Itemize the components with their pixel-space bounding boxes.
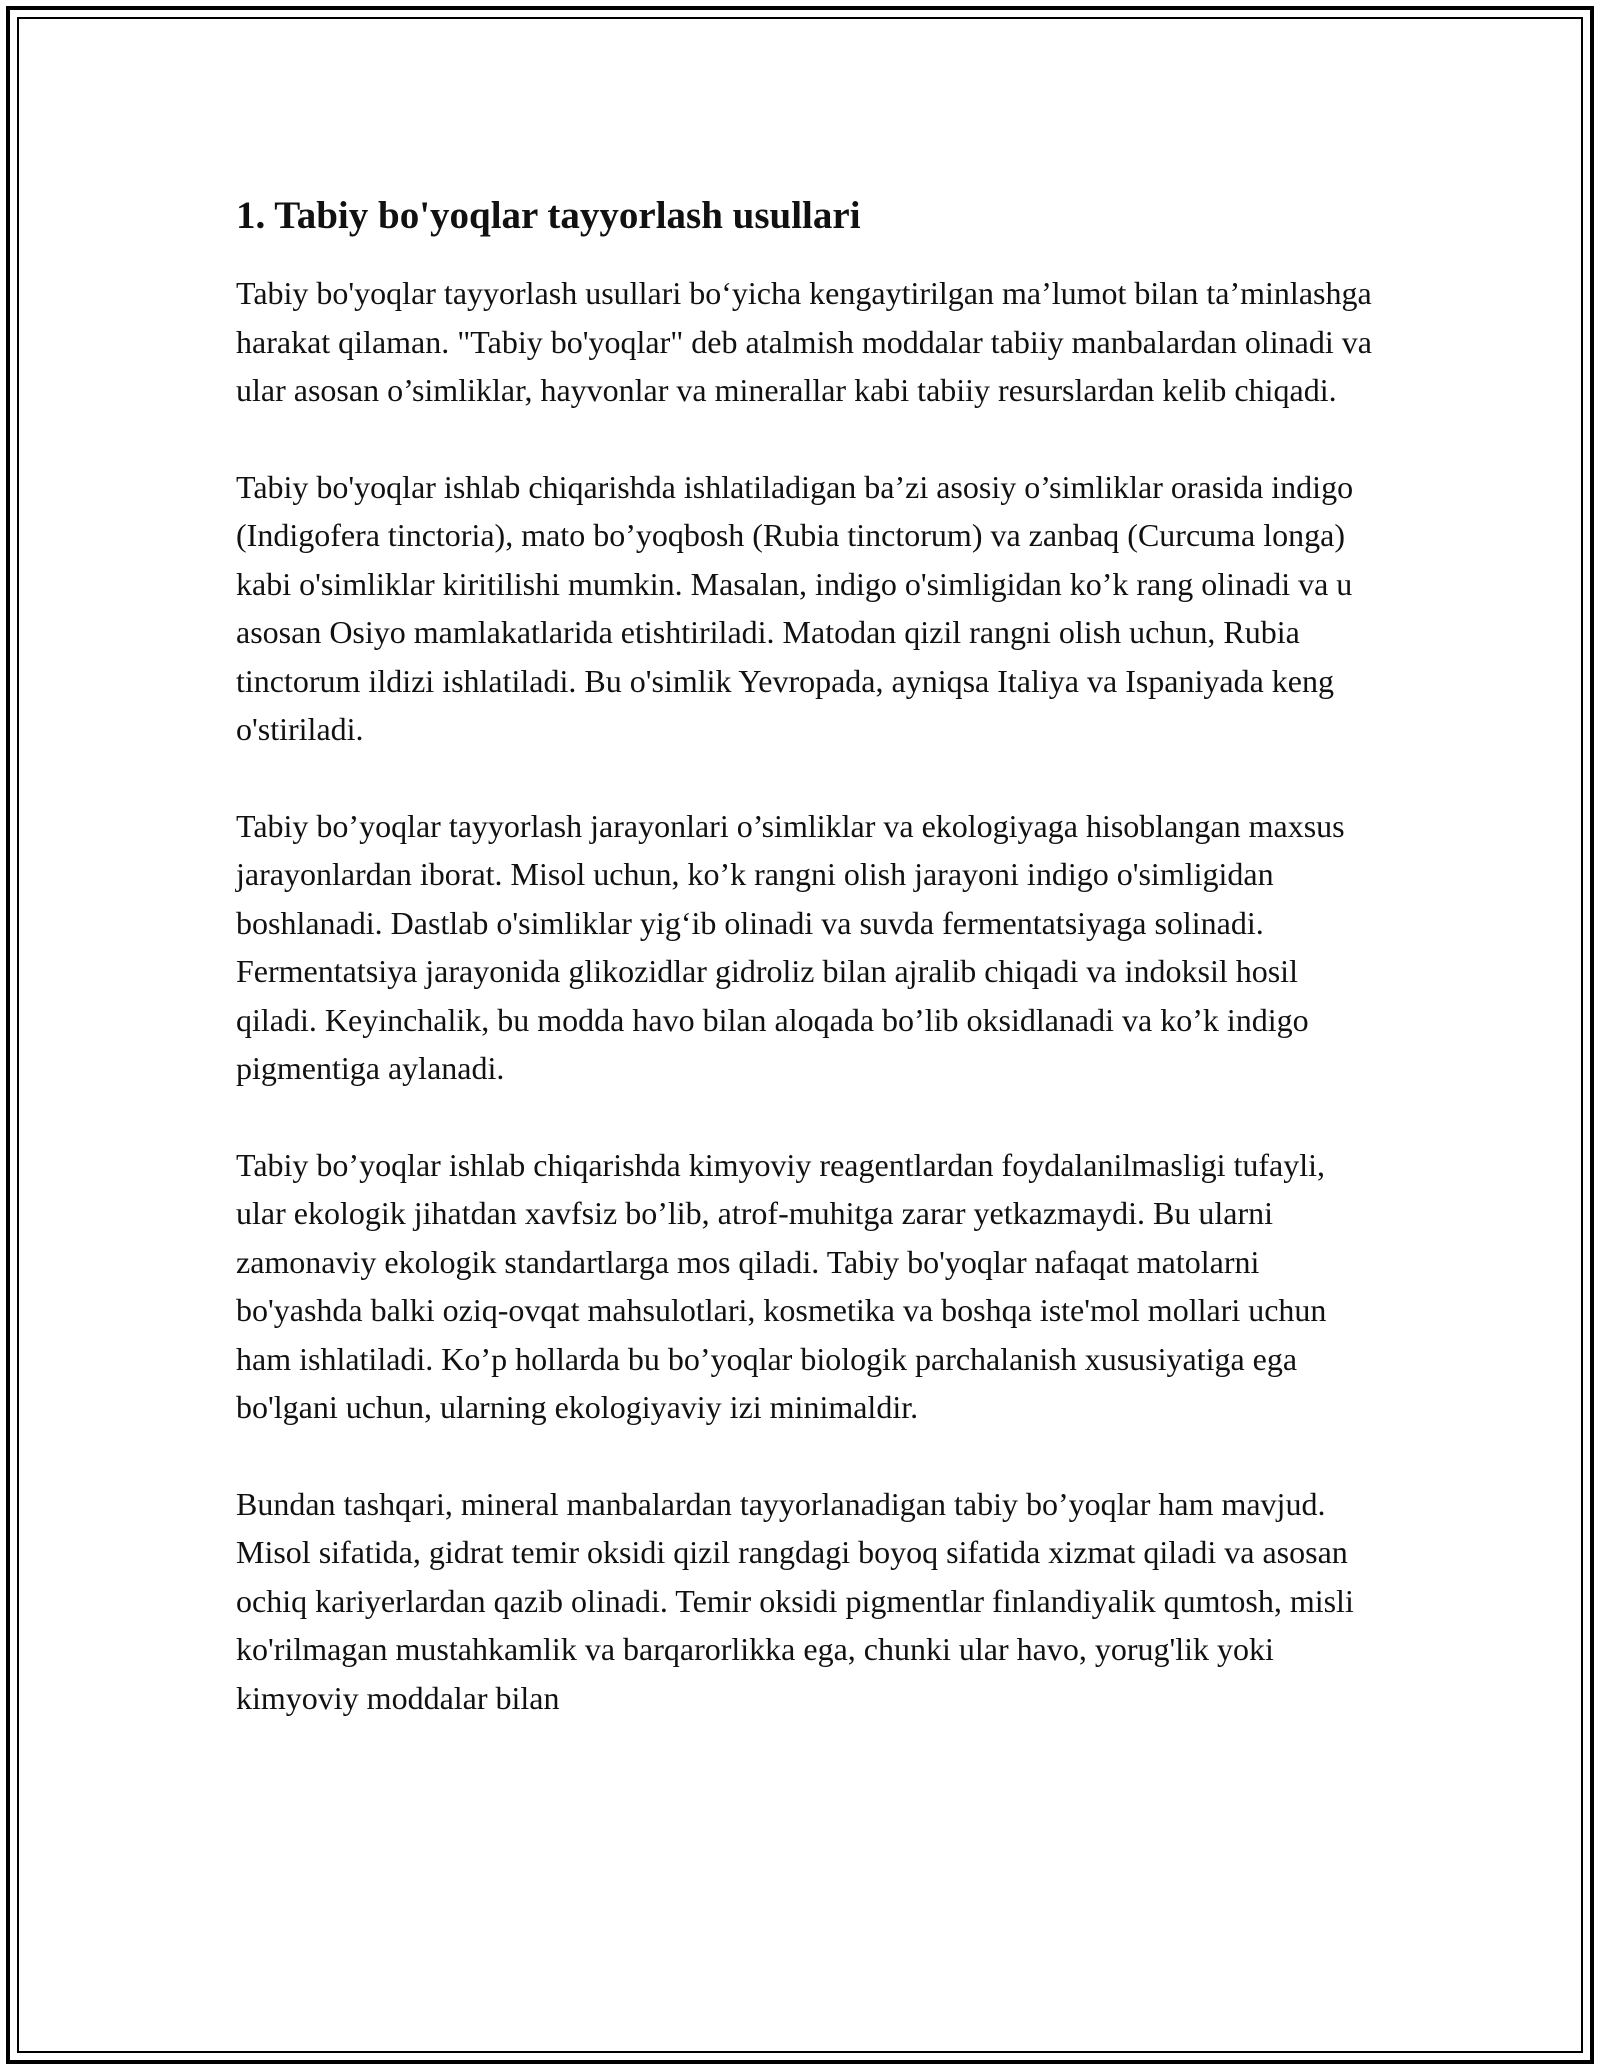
- paragraph-process: Tabiy bo’yoqlar tayyorlash jarayonlari o’simliklar va ekologiyaga hisoblangan maxsus jarayonlardan iborat. Misol uchun, ko’k rangni olish jarayoni indigo o'simligidan boshlanadi. Dastlab o'simliklar yig‘ib olinadi va suvda fermentatsiyaga solinadi. Fermentatsiya jarayonida glikozidlar gidroliz bilan ajralib chiqadi va indoksil hosil qiladi. Keyinchalik, bu modda havo bilan aloqada bo’lib oksidlanadi va ko’k indigo pigmentiga aylanadi.: [236, 807, 1345, 1086]
- paragraph-ecology: Tabiy bo’yoqlar ishlab chiqarishda kimyoviy reagentlardan foydalanilmasligi tufayli, ular ekologik jihatdan xavfsiz bo’lib, atrof-muhitga zarar yetkazmaydi. Bu ularni zamonaviy ekologik standartlarga mos qiladi. Tabiy bo'yoqlar nafaqat matolarni bo'yashda balki oziq-ovqat mahsulotlari, kosmetika va boshqa iste'mol mollari uchun ham ishlatiladi. Ko’p hollarda bu bo’yoqlar biologik parchalanish xususiyatiga ega bo'lgani uchun, ularning ekologiyaviy izi minimaldir.: [236, 1146, 1327, 1425]
- paragraph-intro: Tabiy bo'yoqlar tayyorlash usullari bo‘yicha kengaytirilgan ma’lumot bilan ta’minlashga harakat qilaman. "Tabiy bo'yoqlar" deb atalmish moddalar tabiiy manbalardan olinadi va ular asosan o’simliklar, hayvonlar va minerallar kabi tabiiy resurslardan kelib chiqadi.: [236, 275, 1372, 408]
- document-body: [236, 185, 1376, 1770]
- paragraph-plants: Tabiy bo'yoqlar ishlab chiqarishda ishlatiladigan ba’zi asosiy o’simliklar orasida indigo (Indigofera tinctoria), mato bo’yoqbosh (Rubia tinctorum) va zanbaq (Curcuma longa) kabi o'simliklar kiritilishi mumkin. Masalan, indigo o'simligidan ko’k rang olinadi va u asosan Osiyo mamlakatlarida etishtiriladi. Matodan qizil rangni olish uchun, Rubia tinctorum ildizi ishlatiladi. Bu o'simlik Yevropada, ayniqsa Italiya va Ispaniyada keng o'stiriladi.: [236, 468, 1354, 747]
- paragraph-minerals: Bundan tashqari, mineral manbalardan tayyorlanadigan tabiy bo’yoqlar ham mavjud. Misol sifatida, gidrat temir oksidi qizil rangdagi boyoq sifatida xizmat qiladi va asosan ochiq kariyerlardan qazib olinadi. Temir oksidi pigmentlar finlandiyalik qumtosh, misli ko'rilmagan mustahkamlik va barqarorlikka ega, chunki ular havo, yorug'lik yoki kimyoviy moddalar bilan: [236, 1485, 1354, 1716]
- section-heading: 1. Tabiy bo'yoqlar tayyorlash usullari: [236, 194, 861, 237]
